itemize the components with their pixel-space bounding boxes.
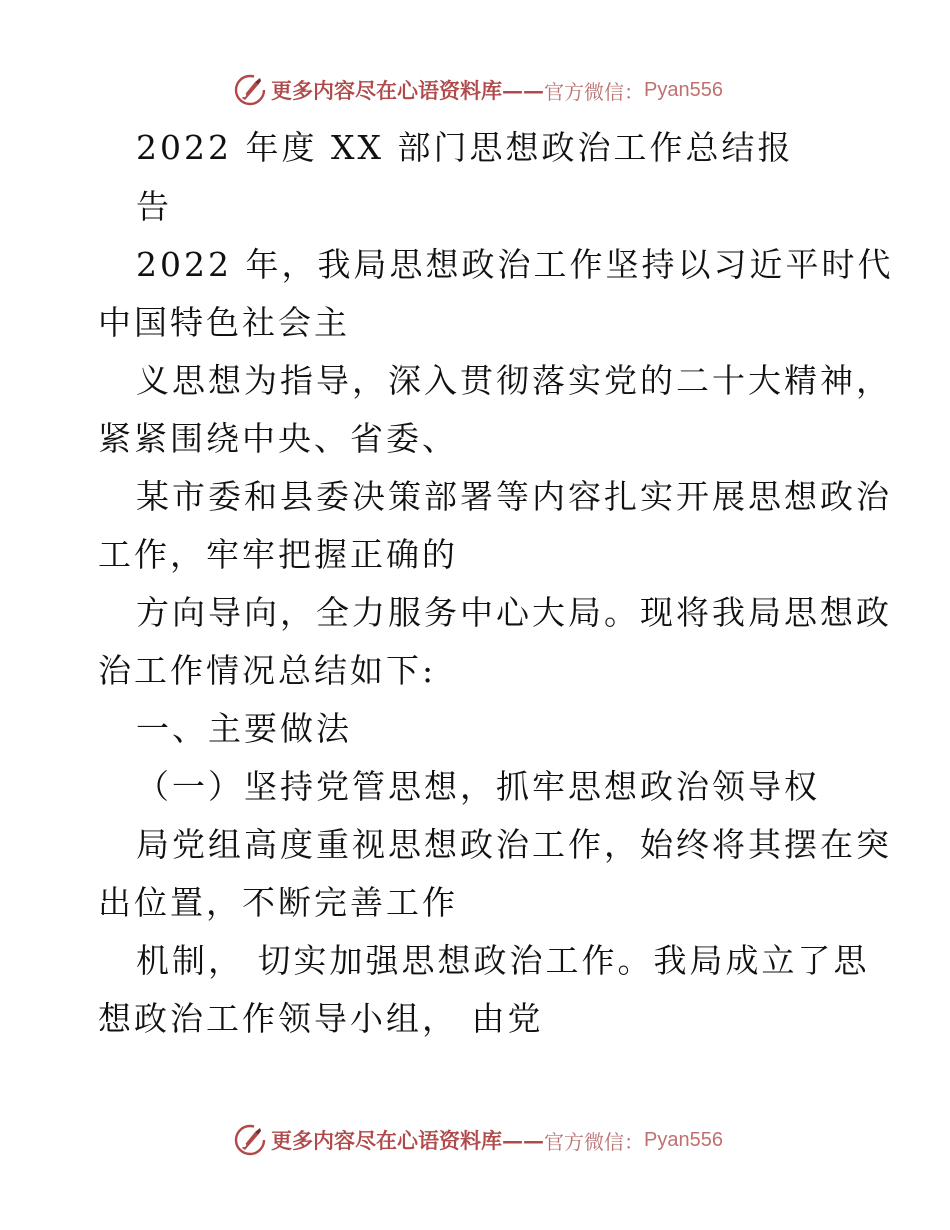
paragraph-line: 局党组高度重视思想政治工作，始终将其摆在突: [136, 825, 892, 864]
paragraph-line: 出位置，不断完善工作: [98, 883, 458, 922]
paragraph-line: 中国特色社会主: [98, 303, 350, 342]
section-heading: 一、主要做法: [136, 709, 352, 748]
paragraph-line: 机制， 切实加强思想政治工作。我局成立了思: [136, 941, 870, 980]
paragraph-line: 义思想为指导，深入贯彻落实党的二十大精神，: [136, 361, 892, 400]
doc-title-line-1: 2022 年度 XX 部门思想政治工作总结报: [136, 128, 794, 167]
paragraph-line: 方向导向，全力服务中心大局。现将我局思想政: [136, 593, 892, 632]
paragraph-line: 治工作情况总结如下:: [98, 651, 437, 690]
paragraph-line: 工作，牢牢把握正确的: [98, 535, 458, 574]
watermark-wechat-id: Pyan556: [644, 78, 723, 101]
header-watermark: [233, 72, 753, 108]
quill-pen-logo-icon: [233, 73, 267, 107]
watermark-dash: ——: [502, 77, 544, 103]
doc-title-line-2: 告: [136, 187, 172, 226]
paragraph-line: 2022 年，我局思想政治工作坚持以习近平时代: [136, 245, 894, 284]
watermark-brand: 更多内容尽在心语资料库: [271, 1128, 502, 1153]
paragraph-line: 想政治工作领导小组， 由党: [98, 999, 544, 1038]
watermark-wechat-id: Pyan556: [644, 1128, 723, 1151]
watermark-wechat-label: 官方微信：: [544, 79, 644, 104]
footer-watermark: [233, 1122, 753, 1158]
paragraph-line: 紧紧围绕中央、省委、: [98, 419, 458, 458]
watermark-dash: ——: [502, 1127, 544, 1153]
quill-pen-logo-icon: [233, 1123, 267, 1157]
subsection-heading: （一）坚持党管思想，抓牢思想政治领导权: [136, 767, 820, 806]
paragraph-line: 某市委和县委决策部署等内容扎实开展思想政治: [136, 477, 892, 516]
watermark-wechat-label: 官方微信：: [544, 1129, 644, 1154]
watermark-brand: 更多内容尽在心语资料库: [271, 78, 502, 103]
